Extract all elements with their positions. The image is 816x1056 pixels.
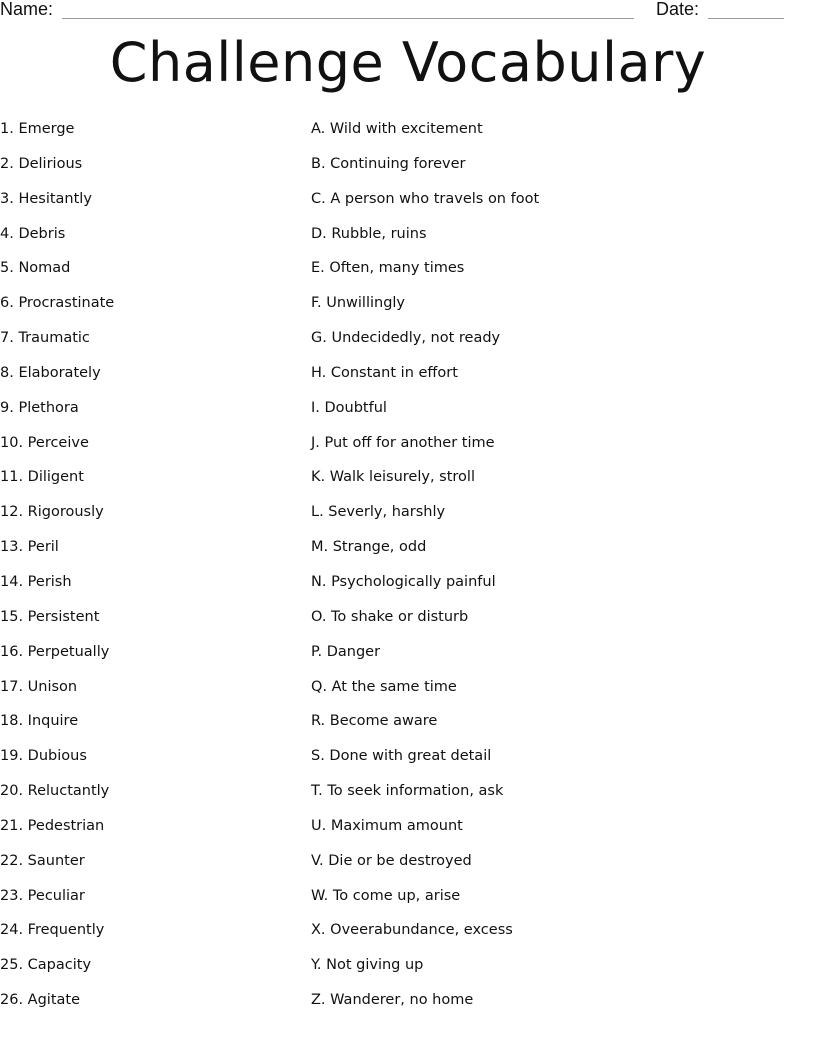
vocab-definition: A. Wild with excitement — [311, 121, 483, 137]
vocab-definition: M. Strange, odd — [311, 539, 427, 556]
vocab-word: 11. Diligent — [0, 469, 84, 486]
vocab-definition: B. Continuing forever — [311, 155, 466, 172]
vocab-definition: P. Danger — [311, 643, 381, 660]
vocab-word: 13. Peril — [0, 539, 59, 556]
date-label: Date: — [656, 0, 700, 19]
vocab-definition: S. Done with great detail — [311, 748, 492, 765]
vocab-definition: Q. At the same time — [311, 678, 457, 695]
worksheet-header — [0, 0, 816, 22]
vocab-definition: E. Often, many times — [311, 260, 465, 277]
vocab-word: 16. Perpetually — [0, 643, 110, 660]
vocab-definition: J. Put off for another time — [311, 434, 495, 451]
vocab-word: 2. Delirious — [0, 155, 83, 172]
vocab-definition: H. Constant in effort — [311, 364, 458, 381]
vocab-word: 8. Elaborately — [0, 364, 101, 381]
vocab-word: 17. Unison — [0, 678, 78, 695]
vocab-word: 7. Traumatic — [0, 330, 90, 347]
vocab-definition: G. Undecidedly, not ready — [311, 330, 501, 347]
vocab-definition: X. Oveerabundance, excess — [311, 922, 513, 939]
vocab-definition: K. Walk leisurely, stroll — [311, 469, 475, 486]
vocab-word: 14. Perish — [0, 573, 72, 590]
vocab-word: 1. Emerge — [0, 121, 75, 137]
vocab-word: 9. Plethora — [0, 399, 79, 416]
vocab-word: 21. Pedestrian — [0, 817, 105, 834]
vocab-word: 6. Procrastinate — [0, 295, 115, 312]
vocab-word: 15. Persistent — [0, 608, 100, 625]
vocab-definition: V. Die or be destroyed — [311, 852, 472, 869]
vocab-word: 24. Frequently — [0, 922, 105, 939]
page-title: Challenge Vocabulary — [109, 31, 707, 94]
vocab-definition: I. Doubtful — [311, 399, 387, 416]
word-list — [0, 112, 114, 1018]
vocab-word: 3. Hesitantly — [0, 190, 92, 207]
date-blank-line — [708, 18, 784, 19]
vocab-definition: T. To seek information, ask — [311, 783, 504, 800]
vocab-word: 4. Debris — [0, 225, 66, 242]
vocab-word: 19. Dubious — [0, 748, 87, 765]
vocab-definition: R. Become aware — [311, 713, 438, 730]
vocab-word: 20. Reluctantly — [0, 783, 110, 800]
vocab-definition: F. Unwillingly — [311, 295, 406, 312]
vocab-definition: L. Severly, harshly — [311, 504, 446, 521]
vocab-word: 5. Nomad — [0, 260, 71, 277]
name-label: Name: — [0, 0, 54, 19]
name-blank-line — [62, 18, 634, 19]
vocab-definition: W. To come up, arise — [311, 887, 461, 904]
vocab-definition: Y. Not giving up — [311, 957, 424, 974]
vocab-definition: Z. Wanderer, no home — [311, 992, 474, 1009]
vocab-definition: N. Psychologically painful — [311, 573, 496, 590]
vocab-word: 25. Capacity — [0, 957, 92, 974]
vocab-word: 26. Agitate — [0, 992, 80, 1009]
vocab-word: 10. Perceive — [0, 434, 89, 451]
vocab-definition: C. A person who travels on foot — [311, 190, 540, 207]
vocab-definition: D. Rubble, ruins — [311, 225, 427, 242]
vocab-definition: O. To shake or disturb — [311, 608, 469, 625]
definition-list — [311, 112, 539, 1018]
vocab-word: 18. Inquire — [0, 713, 79, 730]
vocab-definition: U. Maximum amount — [311, 817, 463, 834]
vocab-word: 12. Rigorously — [0, 504, 104, 521]
vocab-word: 23. Peculiar — [0, 887, 85, 904]
vocab-word: 22. Saunter — [0, 852, 85, 869]
